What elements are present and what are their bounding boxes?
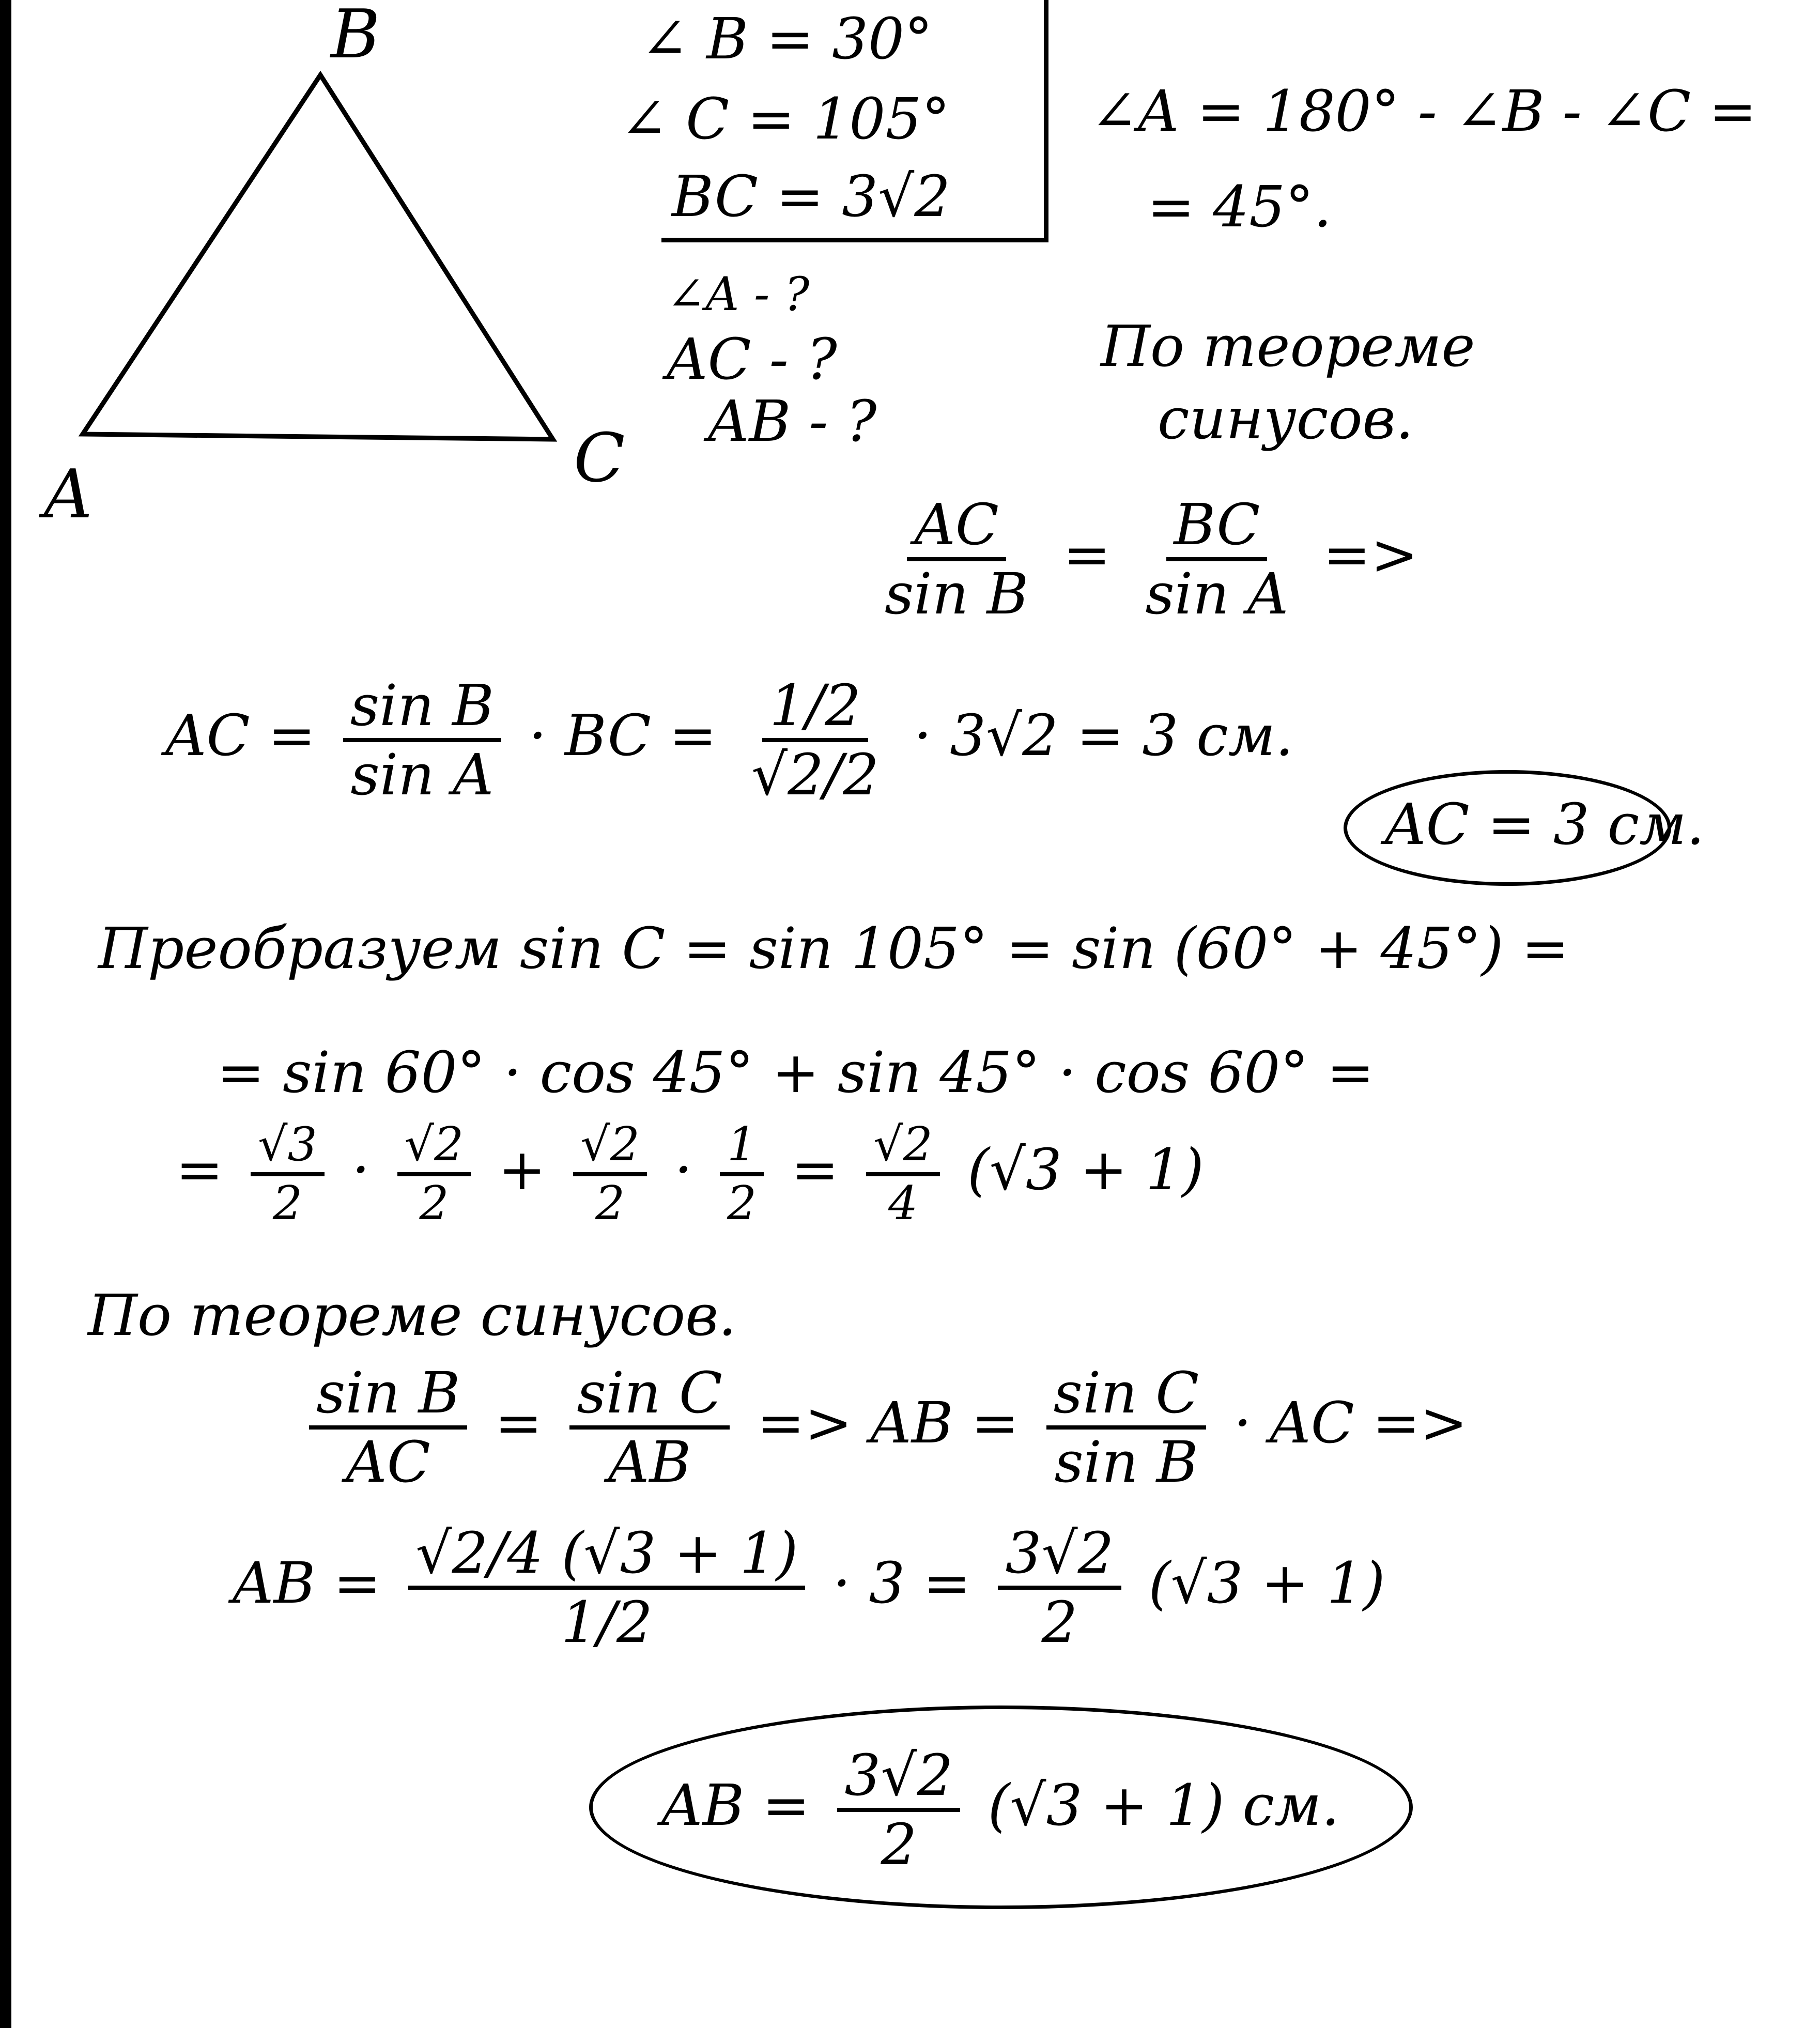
find-side-ac: AC - ?	[667, 326, 837, 392]
ab-ratio-implies: =>	[757, 1389, 853, 1456]
theorem-label-line2: синусов.	[1158, 386, 1414, 452]
find-side-ab: AB - ?	[708, 388, 877, 454]
ac-frac1-den: sin A	[350, 742, 494, 808]
page-left-edge	[0, 0, 11, 2028]
ac-frac1-num: sin B	[343, 677, 501, 742]
ab-computation	[233, 1520, 1385, 1655]
vertex-label-c: C	[574, 419, 625, 497]
ratio-den-sina: sin A	[1145, 561, 1289, 627]
ac-tail: · 3√2 = 3 см.	[914, 702, 1293, 769]
given-angle-c: ∠ C = 105°	[620, 86, 950, 152]
vertex-label-b: B	[331, 0, 380, 73]
angle-a-result: = 45°.	[1147, 174, 1332, 240]
angle-a-equation: ∠A = 180° - ∠B - ∠C =	[1090, 78, 1757, 144]
theorem-label-line1: По теореме	[1101, 313, 1475, 379]
ratio-num-ac: AC	[907, 496, 1006, 561]
ab-frac-den: 1/2	[561, 1589, 653, 1655]
transform-line-1: Преобразуем sin C = sin 105° = sin (60° + 45°) =	[98, 915, 1569, 981]
theorem-label-2: По теореме синусов.	[88, 1282, 737, 1348]
frac-sqrt2-over-4: $\frac{√2}{4}$	[866, 1121, 940, 1227]
transform-line-3-tail: (√3 + 1)	[967, 1136, 1204, 1203]
ac-mid: · BC =	[528, 702, 717, 769]
ratio-equals: =	[1063, 521, 1111, 588]
given-angle-b: ∠ B = 30°	[641, 6, 933, 72]
find-angle-a: ∠A - ?	[667, 267, 810, 321]
frac-sqrt2-over-2-b: $\frac{√2}{2}$	[573, 1121, 647, 1227]
sine-law-ratio	[868, 491, 1418, 627]
ab-ratio-tail: · AC =>	[1233, 1389, 1468, 1456]
transform-line-3: = $\frac{√3}{2}$ · $\frac{√2}{2}$ + $\frac{√2}{2}$ · $\frac{1}{2}$ = $\frac{√2}{4}$ (√3 + 1)	[176, 1117, 1204, 1231]
ab-mid: · 3 =	[832, 1549, 971, 1616]
ratio-ac-sinb	[877, 491, 1036, 627]
ac-fraction-sin	[343, 672, 501, 808]
ac-computation	[165, 672, 1293, 808]
ac-frac2-den: √2/2	[751, 742, 880, 808]
ac-lhs: AC =	[165, 702, 316, 769]
triangle-diagram	[31, 0, 651, 543]
ab-ratio-frac3: $\frac{\text{sin C}}{\text{sin B}}$	[1046, 1364, 1207, 1491]
triangle-abc	[83, 75, 553, 439]
ac-frac2-num: 1/2	[762, 677, 868, 742]
ab-ratio-frac1: $\frac{\text{sin B}}{AC}$	[309, 1364, 467, 1491]
ab-complex-fraction	[408, 1520, 805, 1655]
ab-lhs: AB =	[233, 1549, 381, 1616]
ac-answer: AC = 3 см.	[1385, 791, 1705, 857]
ratio-num-bc: BC	[1166, 496, 1267, 561]
ratio-bc-sina	[1138, 491, 1295, 627]
ab-result-fraction: $\frac{3√2}{2}$	[998, 1525, 1121, 1651]
frac-one-half: $\frac{1}{2}$	[720, 1121, 764, 1227]
ac-fraction-values	[744, 672, 886, 808]
frac-sqrt3-over-2: $\frac{√3}{2}$	[251, 1121, 325, 1227]
given-side-bc: BC = 3√2	[672, 163, 951, 229]
ab-answer-fraction: $\frac{3√2}{2}$	[837, 1747, 960, 1873]
ab-answer: AB = $\frac{3√2}{2}$ (√3 + 1) см.	[661, 1742, 1340, 1878]
ab-sine-law: $\frac{\text{sin B}}{AC}$ = $\frac{\text{sin C}}{AB}$ => AB = $\frac{\text{sin C}}{\text{sin B}}$ · AC =>	[300, 1364, 1468, 1491]
ab-result-tail: (√3 + 1)	[1148, 1549, 1385, 1616]
vertex-label-a: A	[44, 455, 92, 533]
ab-frac-num: √2/4 (√3 + 1)	[408, 1525, 805, 1590]
ratio-implies: =>	[1323, 521, 1418, 588]
ab-ratio-ab: AB =	[870, 1389, 1019, 1456]
frac-sqrt2-over-2-a: $\frac{√2}{2}$	[397, 1121, 471, 1227]
ab-ratio-frac2: $\frac{\text{sin C}}{AB}$	[569, 1364, 730, 1491]
ratio-den-sinb: sin B	[885, 561, 1029, 627]
transform-line-2: = sin 60° · cos 45° + sin 45° · cos 60° =	[217, 1039, 1375, 1105]
